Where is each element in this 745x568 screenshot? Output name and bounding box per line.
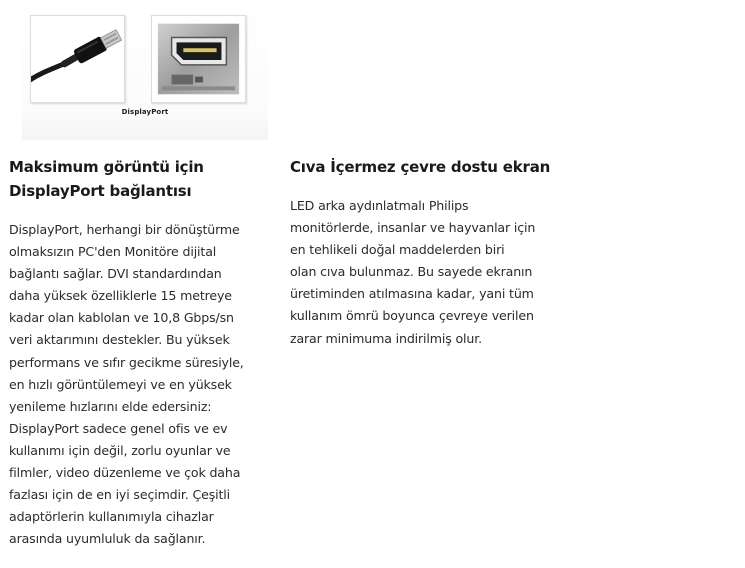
text-line: yenileme hızlarını elde edersiniz: bbox=[9, 398, 212, 414]
text-line: arasında uyumluluk da sağlanır. bbox=[9, 531, 206, 547]
feature-description bbox=[290, 195, 560, 350]
text-line: bağlantı sağlar. DVI standardından bbox=[9, 266, 222, 282]
text-line: veri aktarımını destekler. Bu yüksek bbox=[9, 332, 230, 348]
text-line: adaptörlerin kullanımıyla cihazlar bbox=[9, 509, 214, 525]
feature-title-line: Cıva İçermez çevre dostu ekran bbox=[290, 158, 551, 176]
text-line: fazlası için de en iyi seçimdir. Çeşitli bbox=[9, 487, 230, 503]
feature-title bbox=[290, 155, 560, 179]
port-socket-photo bbox=[151, 15, 246, 103]
displayport-image bbox=[22, 6, 268, 140]
text-line: kullanımı için değil, zorlu oyunlar ve bbox=[9, 442, 231, 458]
image-caption: DisplayPort bbox=[121, 108, 169, 116]
feature-title bbox=[9, 155, 271, 203]
text-line: LED arka aydınlatmalı Philips bbox=[290, 198, 469, 213]
text-line: monitörlerde, insanlar ve hayvanlar için bbox=[290, 220, 536, 236]
text-line: filmler, video düzenleme ve çok daha bbox=[9, 465, 241, 481]
text-line: üretiminden atılmasına kadar, yani tüm bbox=[290, 286, 534, 302]
feature-description bbox=[9, 219, 271, 550]
feature-title-line: Maksimum görüntü için bbox=[9, 158, 204, 176]
text-line: en tehlikeli doğal maddelerden biri bbox=[290, 242, 505, 258]
text-line: en hızlı görüntülemeyi ve en yüksek bbox=[9, 376, 232, 392]
cable-plug-photo bbox=[30, 15, 125, 103]
text-line: zarar minimuma indirilmiş olur. bbox=[290, 330, 482, 346]
feature-displayport bbox=[9, 155, 271, 550]
text-line: kadar olan kablolan ve 10,8 Gbps/sn bbox=[9, 310, 234, 326]
text-line: DisplayPort, herhangi bir dönüştürme bbox=[9, 222, 240, 237]
text-line: daha yüksek özelliklerle 15 metreye bbox=[9, 288, 232, 304]
text-line: DisplayPort sadece genel ofis ve ev bbox=[9, 420, 228, 436]
text-line: olmaksızın PC'den Monitöre dijital bbox=[9, 244, 217, 260]
feature-title-line: DisplayPort bağlantısı bbox=[9, 182, 192, 200]
text-line: kullanım ömrü boyunca çevreye verilen bbox=[290, 308, 534, 324]
text-line: performans ve sıfır gecikme süresiyle, bbox=[9, 354, 244, 370]
text-line: olan cıva bulunmaz. Bu sayede ekranın bbox=[290, 264, 533, 280]
feature-mercury-free bbox=[290, 155, 560, 350]
